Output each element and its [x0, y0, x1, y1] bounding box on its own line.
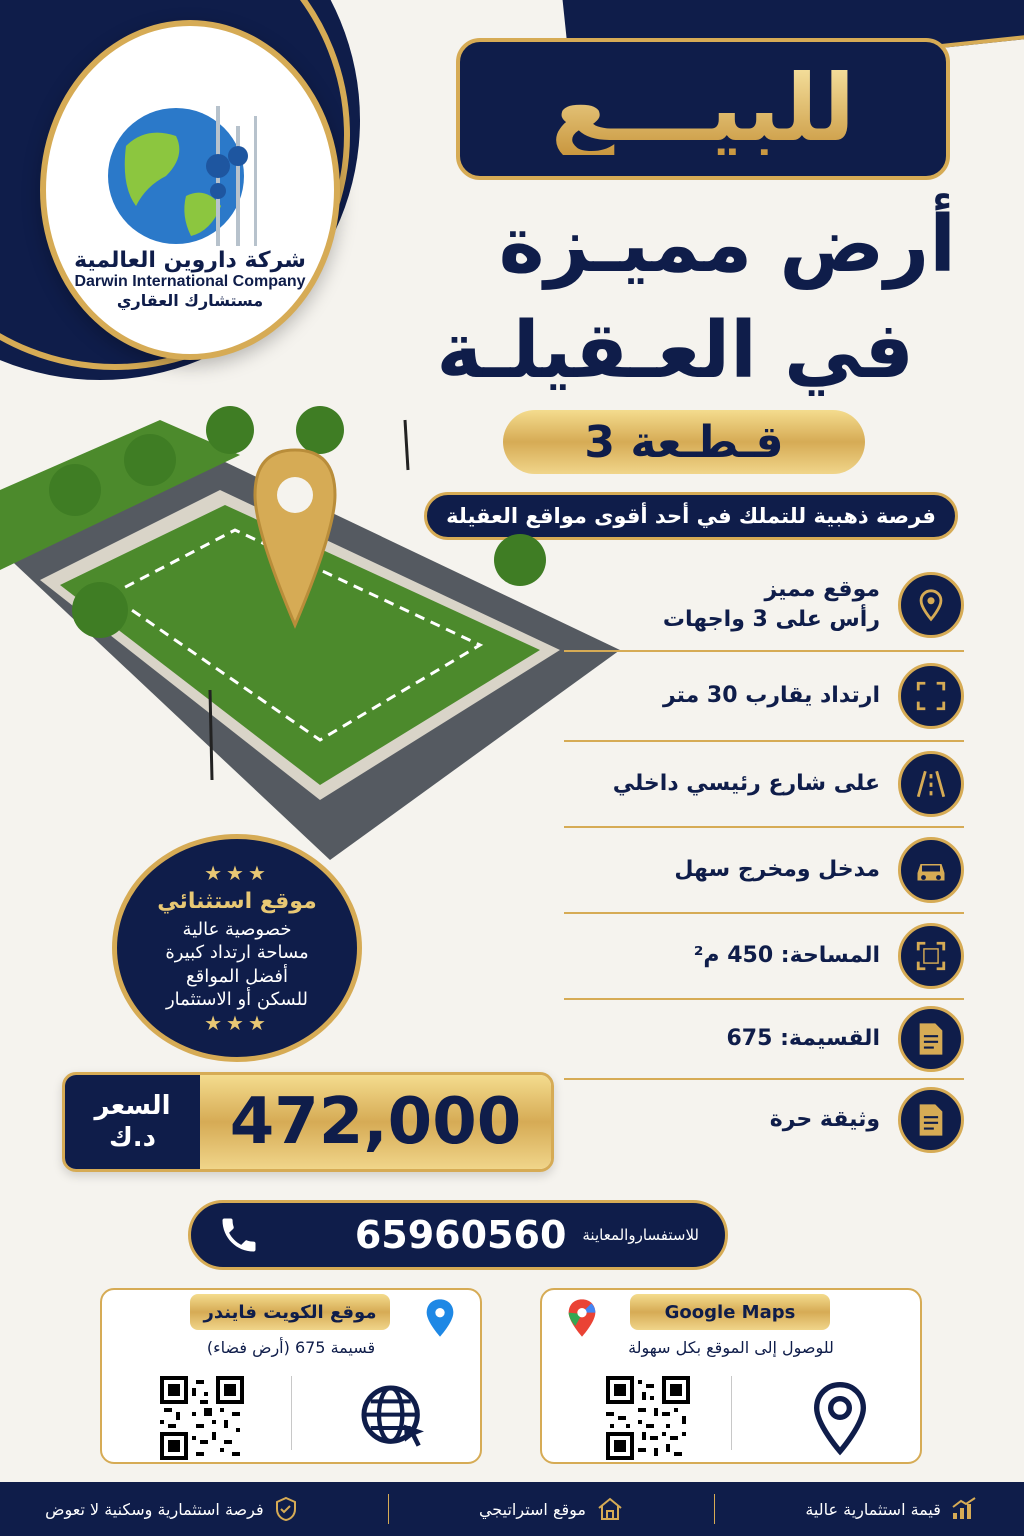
google-maps-subtitle: للوصول إلى الموقع بكل سهولة — [628, 1338, 834, 1357]
features-list — [564, 560, 964, 1160]
footer-bar — [0, 1482, 1024, 1536]
home-icon — [596, 1496, 624, 1522]
contact-phone-bar[interactable] — [188, 1200, 728, 1270]
google-maps-title: Google Maps — [630, 1294, 830, 1330]
qr-code-icon[interactable] — [606, 1376, 690, 1460]
feature-text: ارتداد يقارب 30 متر — [662, 683, 880, 709]
feature-item — [564, 652, 964, 742]
feature-item — [564, 828, 964, 914]
feature-text: رأس على 3 واجهات — [662, 607, 880, 632]
footer-divider — [714, 1494, 715, 1524]
document-icon — [898, 1087, 964, 1153]
car-icon — [898, 837, 964, 903]
feature-item — [564, 742, 964, 828]
footer-text: موقع استراتيجي — [478, 1499, 586, 1519]
location-pin-icon — [800, 1378, 880, 1458]
phone-number[interactable]: 65960560 — [354, 1213, 567, 1257]
feature-item — [564, 1080, 964, 1160]
feature-text: موقع مميز — [764, 577, 880, 603]
google-maps-card[interactable] — [540, 1288, 922, 1464]
badge-line: أفضل المواقع — [186, 965, 288, 987]
shield-check-icon — [274, 1496, 298, 1522]
feature-item — [564, 914, 964, 1000]
phone-icon — [217, 1213, 261, 1257]
badge-line: مساحة ارتداد كبيرة — [165, 942, 309, 964]
badge-line: للسكن أو الاستثمار — [165, 988, 309, 1010]
for-sale-banner — [456, 38, 950, 180]
google-maps-pin-icon — [566, 1298, 598, 1338]
kuwait-finder-subtitle: قسيمة 675 (أرض فضاء) — [206, 1338, 376, 1357]
price-value: 472,000 — [200, 1075, 551, 1169]
globe-towers-icon — [106, 86, 276, 256]
footer-divider — [388, 1494, 389, 1524]
feature-item — [564, 560, 964, 652]
document-icon — [898, 1006, 964, 1072]
stars-icon: ★★★ — [204, 1011, 270, 1036]
land-plot-illustration — [0, 400, 620, 920]
footer-text: فرصة استثمارية وسكنية لا تعوض — [45, 1499, 264, 1519]
price-currency: د.ك — [108, 1123, 157, 1153]
footer-item — [45, 1496, 297, 1522]
globe-cursor-icon — [354, 1378, 434, 1458]
road-icon — [898, 751, 964, 817]
company-name-english: Darwin International Company — [74, 273, 306, 290]
price-label-text: السعر — [94, 1090, 171, 1121]
kuwait-finder-card[interactable] — [100, 1288, 482, 1464]
stars-icon: ★★★ — [204, 860, 270, 885]
headline-line-2: في العـقيلـة — [436, 306, 914, 396]
expand-frame-icon — [898, 663, 964, 729]
feature-text: المساحة: 450 م² — [693, 943, 880, 969]
contact-label: للاستفساروالمعاينة — [582, 1226, 699, 1244]
badge-line: خصوصية عالية — [182, 918, 292, 940]
feature-text: مدخل ومخرج سهل — [674, 857, 880, 883]
feature-text: على شارع رئيسي داخلي — [612, 771, 880, 797]
qr-code-icon[interactable] — [160, 1376, 244, 1460]
footer-item — [805, 1497, 979, 1521]
headline-line-1: أرض مميـزة — [498, 200, 956, 290]
price-label — [65, 1075, 200, 1169]
area-frame-icon — [898, 923, 964, 989]
for-sale-text: للبيـــع — [550, 55, 856, 162]
feature-item — [564, 1000, 964, 1080]
price-box — [62, 1072, 554, 1172]
tagline: فرصة ذهبية للتملك في أحد أقوى مواقع العقيلة — [424, 492, 958, 540]
feature-text: وثيقة حرة — [769, 1107, 880, 1133]
location-pin-icon — [898, 572, 964, 638]
company-subtitle: مستشارك العقاري — [116, 291, 264, 310]
exceptional-location-badge — [112, 834, 362, 1062]
plot-number-pill: قـطـعة 3 — [503, 410, 865, 474]
kuwait-finder-pin-icon — [424, 1298, 456, 1338]
badge-title: موقع استثنائي — [157, 888, 317, 914]
company-name-arabic: شركة داروين العالمية — [74, 248, 306, 273]
kuwait-finder-title: موقع الكويت فايندر — [190, 1294, 390, 1330]
feature-text: القسيمة: 675 — [726, 1026, 880, 1052]
divider — [291, 1376, 292, 1450]
footer-text: قيمة استثمارية عالية — [805, 1499, 941, 1519]
footer-item — [479, 1496, 624, 1522]
growth-chart-icon — [951, 1497, 979, 1521]
divider — [731, 1376, 732, 1450]
company-logo — [40, 20, 340, 360]
